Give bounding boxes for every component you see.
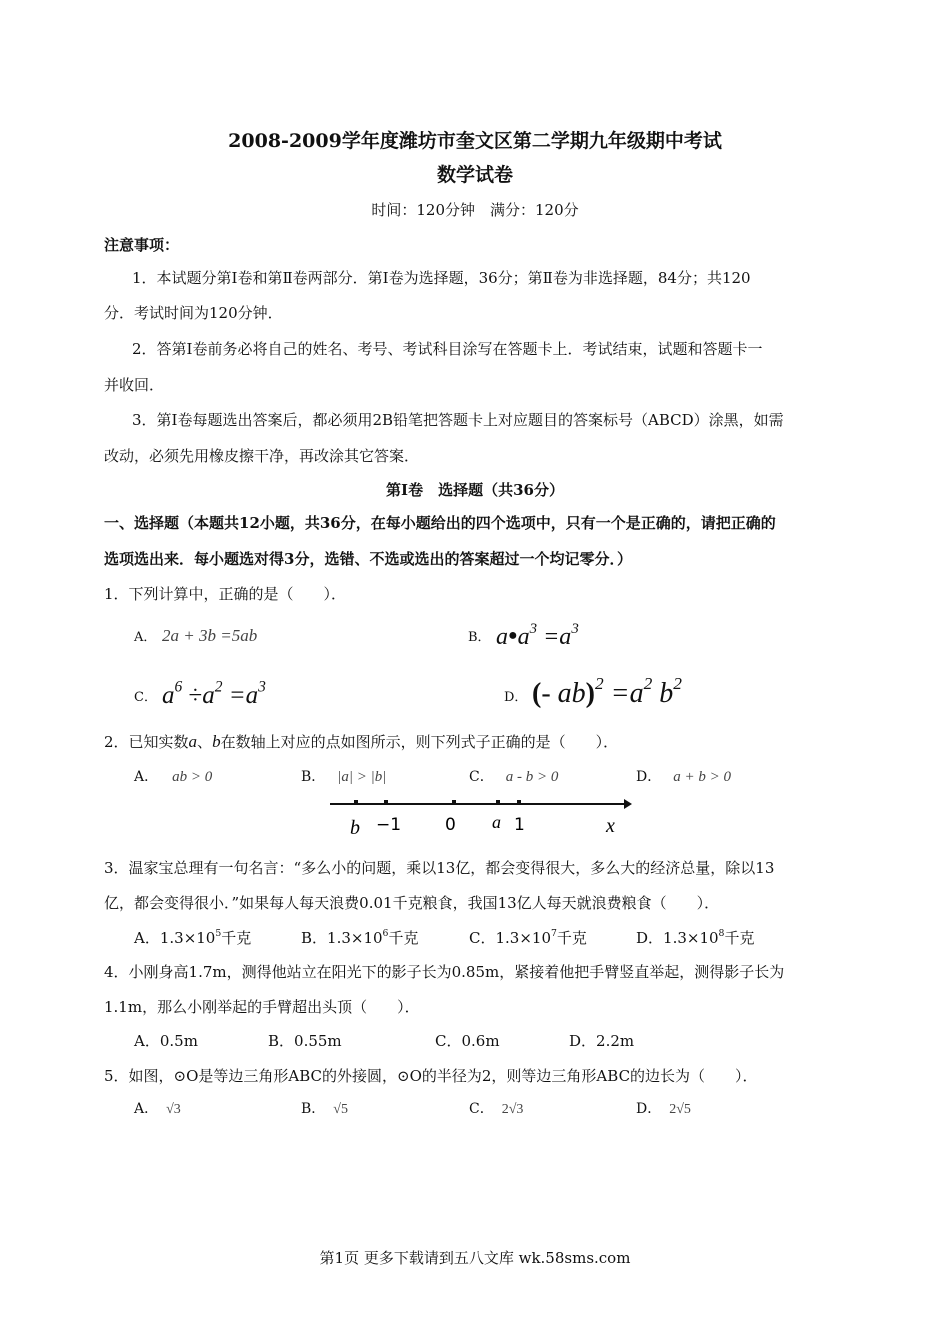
point-zero-mark bbox=[452, 800, 456, 804]
notice-item-1-line-1: 1．本试题分第Ⅰ卷和第Ⅱ卷两部分．第Ⅰ卷为选择题，36分；第Ⅱ卷为非选择题，84分；共120 bbox=[132, 269, 751, 287]
q3-line-2: 亿，都会变得很小．”如果每人每天浪费0.01千克粮食，我国13亿人每天就浪费粮食（ ）． bbox=[104, 894, 720, 912]
exam-subtitle: 数学试卷 bbox=[436, 164, 513, 186]
q4-option-b: B．0.55m bbox=[268, 1032, 342, 1050]
notice-item-2-line-1: 2．答第Ⅰ卷前务必将自己的姓名、考号、考试科目涂写在答题卡上．考试结束，试题和答题卡一 bbox=[132, 340, 763, 358]
q2-var-a: a bbox=[188, 732, 198, 751]
q1-option-a-expr: 2a + 3b =5ab bbox=[162, 626, 258, 645]
q3-option-c: C．$1.3\times 10^7$千克 bbox=[469, 928, 587, 947]
q4-option-a: A．0.5m bbox=[134, 1032, 198, 1050]
q3-option-b: B．$1.3\times 10^6$千克 bbox=[301, 928, 419, 947]
q2-option-a: A． ab > 0 bbox=[134, 769, 213, 785]
exam-title: 2008-2009学年度潍坊市奎文区第二学期九年级期中考试 bbox=[228, 130, 722, 152]
point-b-mark bbox=[354, 800, 358, 804]
q4-option-d: D．2.2m bbox=[569, 1032, 635, 1050]
section-title: 第Ⅰ卷 选择题（共36分） bbox=[386, 481, 564, 499]
notice-item-3-line-1: 3．第Ⅰ卷每题选出答案后，都必须用2B铅笔把答题卡上对应题目的答案标号（ABCD）涂黑，如需 bbox=[132, 411, 784, 429]
q5-stem: 5．如图，⊙O是等边三角形ABC的外接圆，⊙O的半径为2，则等边三角形ABC的边长为（ ）． bbox=[104, 1067, 758, 1085]
axis-label-b: b bbox=[350, 817, 360, 839]
q1-option-b-label: B． bbox=[468, 630, 491, 645]
q1-option-a-label: A． bbox=[134, 630, 157, 645]
q1-option-c-label: C． bbox=[134, 690, 157, 705]
notice-item-3-line-2: 改动，必须先用橡皮擦干净，再改涂其它答案． bbox=[104, 447, 420, 465]
axis-label-zero: 0 bbox=[445, 815, 456, 835]
q2-option-d: D． a + b > 0 bbox=[636, 769, 731, 785]
q1-option-d-expr: (- $ab)^2 =a^2$ $b^2$ bbox=[532, 673, 682, 709]
notice-item-1-line-2: 分．考试时间为120分钟． bbox=[104, 304, 283, 322]
q2-option-b: B． |a| > |b| bbox=[301, 769, 387, 785]
point-one-mark bbox=[517, 800, 521, 804]
section-instructions-line-1: 一、选择题（本题共12小题，共36分，在每小题给出的四个选项中，只有一个是正确的，请把正确的 bbox=[104, 514, 776, 532]
q2-option-c: C． a - b > 0 bbox=[469, 769, 559, 785]
q4-option-c: C．0.6m bbox=[435, 1032, 500, 1050]
q3-option-d: D．$1.3\times 10^8$千克 bbox=[636, 928, 755, 947]
number-line-arrow bbox=[624, 799, 632, 809]
point-a-mark bbox=[496, 800, 500, 804]
q5-option-d: D． 2√5 bbox=[636, 1101, 691, 1117]
section-instructions-line-2: 选项选出来．每小题选对得3分，选错、不选或选出的答案超过一个均记零分．） bbox=[104, 550, 632, 568]
notice-heading: 注意事项： bbox=[104, 236, 180, 254]
point-minus-one-mark bbox=[384, 800, 388, 804]
q3-line-1: 3．温家宝总理有一句名言：“多么小的问题，乘以13亿，都会变得很大，多么大的经济总量，除以13 bbox=[104, 859, 775, 877]
q4-line-2: 1.1m，那么小刚举起的手臂超出头顶（ ）． bbox=[104, 998, 420, 1016]
q1-option-b-expr: $a●a^3 =a^3$ bbox=[496, 620, 579, 650]
axis-label-minus-one: −1 bbox=[376, 815, 402, 835]
q2-stem-pre: 2．已知实数 bbox=[104, 733, 189, 751]
axis-label-a: a bbox=[492, 812, 501, 832]
q1-stem: 1．下列计算中，正确的是（ ）． bbox=[104, 585, 347, 603]
axis-label-x: x bbox=[606, 815, 615, 837]
q5-option-c: C． 2√3 bbox=[469, 1101, 524, 1117]
q2-stem-post: 在数轴上对应的点如图所示，则下列式子正确的是（ ）． bbox=[220, 733, 619, 751]
q1-option-d-label: D． bbox=[504, 690, 528, 705]
notice-item-2-line-2: 并收回． bbox=[104, 376, 165, 394]
axis-label-one: 1 bbox=[514, 815, 525, 835]
q3-option-a: A．$1.3\times 10^5$千克 bbox=[134, 928, 252, 947]
number-line-figure bbox=[326, 790, 636, 840]
q2-sep: 、 bbox=[197, 733, 213, 751]
q5-option-a: A． √3 bbox=[134, 1101, 181, 1117]
q4-line-1: 4．小刚身高1.7m，测得他站立在阳光下的影子长为0.85m，紧接着他把手臂竖直举起，测得影子长为 bbox=[104, 963, 785, 981]
q2-var-b: b bbox=[212, 732, 221, 751]
q2-stem bbox=[104, 731, 618, 752]
q5-option-b: B． √5 bbox=[301, 1101, 348, 1117]
page-footer: 第1页 更多下载请到五八文库 wk.58sms.com bbox=[319, 1249, 631, 1267]
q1-option-c-expr: $a^6 \div a^2 =a^3$ bbox=[162, 678, 266, 709]
exam-meta: 时间：120分钟 满分：120分 bbox=[371, 201, 579, 219]
